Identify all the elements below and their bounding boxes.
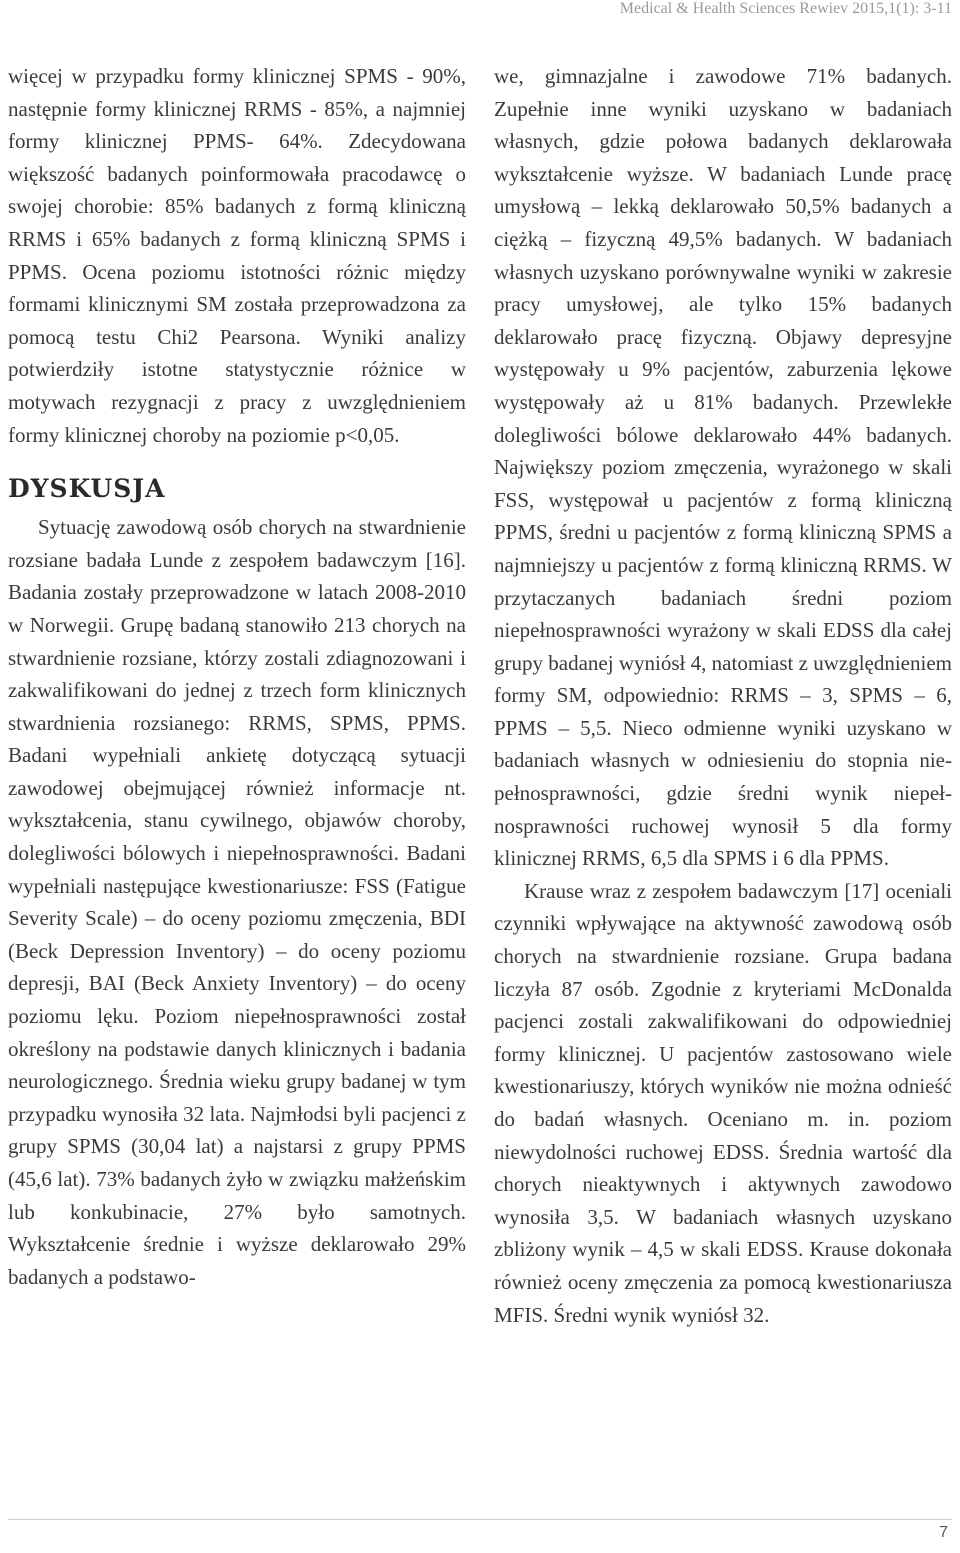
- body-paragraph: więcej w przypadku formy klinicznej SPMS - 90%, następnie formy klinicznej RRMS - 85%, a najmniej formy klinicznej PPMS- 64%. Zdecydowana większość badanych poinformowała pracodawcę o swojej chorobie: 85% badanych z formą kliniczną RRMS i 65% badanych z formą kliniczną SPMS i PPMS. Ocena poziomu istotności różnic między formami klinicznymi SM została przeprowadzona za pomocą testu Chi2 Pearsona. Wyniki analizy potwierdziły istotne statystycznie różnice w motywach rezygnacji z pracy z uwzględnieniem formy klinicznej choroby na poziomie p<0,05.: [8, 64, 466, 447]
- running-head: Medical & Health Sciences Rewiev 2015,1(1): 3-11: [619, 0, 952, 17]
- page-number: 7: [939, 1524, 948, 1541]
- body-paragraph: Krause wraz z zespołem badawczym [17] oceniali czynniki wpływające na aktywność zawodową osób chorych na stwardnienie rozsiane. Grupa badana liczyła 87 osób. Zgodnie z kryteriami McDonalda pacjenci zostali zakwalifikowani do odpowiedniej formy klinicznej. U pacjentów zastosowano wiele kwestionariuszy, których wyników nie można odnieść do badań własnych. Oceniano m. in. poziom niewydolności ruchowej EDSS. Średnia wartość dla chorych nieaktywnych i aktywnych zawodowo wynosiła 3,5. W badaniach własnych uzyskano zbliżony wynik – 4,5 w skali EDSS. Krause dokonała również oceny zmęczenia za pomocą kwestionariusza MFIS. Średni wynik wyniósł 32.: [494, 878, 952, 1327]
- body-paragraph: Sytuację zawodową osób chorych na stwardnienie rozsiane badała Lunde z zespołem badawczym [16]. Badania zostały przeprowadzone w latach 2008-2010 w Norwegii. Grupę badaną stanowiło 213 chorych na stwardnienie rozsiane, którzy zostali zdiagnozowani i zakwalifikowani do jednej z trzech form klinicznych stwardnienia rozsianego: RRMS, SPMS, PPMS. Badani wypełniali ankietę dotyczącą sytuacji zawodowej obejmującej również informacje nt. wykształcenia, stanu cywilnego, objawów choroby, dolegliwości bólowych i niepełnosprawności. Badani wypełniali następujące kwestionariusze: FSS (Fatigue Severity Scale) – do oceny poziomu zmęczenia, BDI (Beck Depression Inventory) – do oceny poziomu depresji, BAI (Beck Anxiety Inventory) – do oceny poziomu lęku. Poziom niepełnosprawności został określony na podstawie danych klinicznych i badania neurologicznego. Średnia wieku grupy badanej w tym przypadku wynosiła 32 lata. Najmłodsi byli pacjenci z grupy SPMS (30,04 lat) a najstarsi z grupy PPMS (45,6 lat). 73% badanych żyło w związku małżeńskim lub konkubinacie, 27% było samotnych. Wykształcenie średnie i wyższe deklarowało 29% badanych a podstawo-: [8, 515, 466, 1289]
- right-column: [494, 60, 952, 1331]
- body-paragraph: we, gimnazjalne i zawodowe 71% badanych. Zupełnie inne wyniki uzyskano w badaniach własnych, gdzie połowa badanych deklarowała wykształcenie wyższe. W badaniach Lunde pracę umysłową – lekką deklarowało 50,5% badanych a ciężką – fizyczną 49,5% badanych. W badaniach własnych uzyskano porównywalne wyniki w zakresie pracy umysłowej, ale tylko 15% badanych deklarowało pracę fizyczną. Objawy depresyjne występowały u 9% pacjentów, zaburzenia lękowe występowały aż u 81% badanych. Przewlekłe dolegliwości bólowe deklarowało 44% badanych. Największy poziom zmęczenia, wyrażonego w skali FSS, występował u pacjentów z formą kliniczną PPMS, średni u pacjentów z formą kliniczną SPMS a najmniejszy u pacjentów z formą kliniczną RRMS. W przytaczanych badaniach średni poziom niepełnosprawności wyrażony w skali EDSS dla całej grupy badanej wyniósł 4, natomiast z uwzględnieniem formy SM, odpowiednio: RRMS – 3, SPMS – 6, PPMS – 5,5. Nieco odmienne wyniki uzyskano w badaniach własnych w odniesieniu do stopnia niepełnosprawności, gdzie średni wynik niepełnosprawności ruchowej wynosił 5 dla formy klinicznej RRMS, 6,5 dla SPMS i 6 dla PPMS.: [494, 64, 952, 871]
- left-column: [8, 60, 466, 1293]
- footer-rule: [8, 1519, 952, 1520]
- section-heading: DYSKUSJA: [8, 474, 166, 504]
